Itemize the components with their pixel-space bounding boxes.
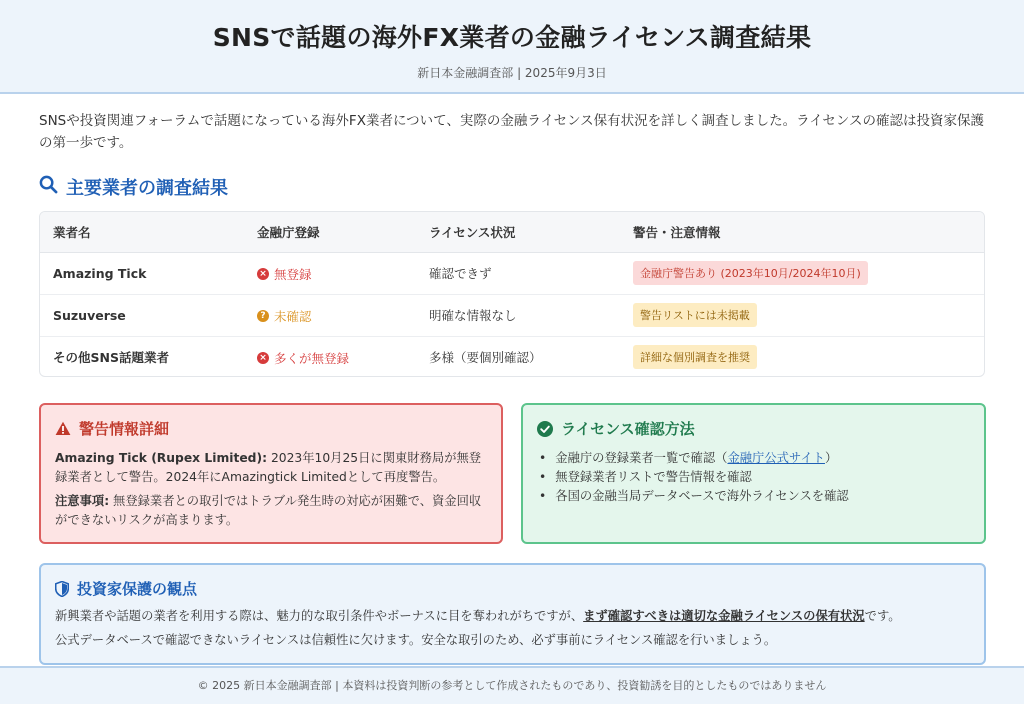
license-status: 多様（要個別確認）	[429, 350, 542, 366]
license-status: 明確な情報なし	[416, 294, 620, 336]
invest-p1-post: です。	[864, 609, 901, 623]
registration-cell	[244, 336, 416, 377]
warning-p2-bold: 注意事項:	[55, 494, 110, 508]
warning-cell	[620, 294, 984, 336]
license-status: 確認できず	[416, 252, 620, 294]
check-heading	[537, 418, 970, 439]
intro-text: SNSや投資関連フォーラムで話題になっている海外FX業者について、実際の金融ライセンス保有状況を詳しく調査しました。ライセンスの確認は投資家保護の第一歩です。	[39, 113, 984, 151]
vendor-name: Amazing Tick	[40, 252, 244, 294]
registration-status: 無登録	[274, 266, 312, 282]
registration-cell	[244, 294, 416, 336]
page-meta: 新日本金融調査部 | 2025年9月3日	[417, 66, 607, 80]
warning-paragraph-2	[55, 492, 487, 530]
fsa-official-site-link[interactable]: 金融庁公式サイト	[727, 451, 825, 465]
warning-triangle-icon	[55, 421, 71, 436]
vendor-name: Suzuverse	[40, 294, 244, 336]
shield-icon	[55, 581, 69, 597]
search-icon	[39, 175, 66, 199]
warning-p1-bold: Amazing Tick (Rupex Limited):	[55, 451, 268, 465]
check-list	[537, 449, 970, 506]
invest-p1-pre: 新興業者や話題の業者を利用する際は、魅力的な取引条件やボーナスに目を奪われがちですが、	[55, 609, 584, 623]
check-item-1-pre: 金融庁の登録業者一覧で確認（	[555, 451, 728, 465]
page-title: SNSで話題の海外FX業者の金融ライセンス調査結果	[212, 23, 812, 52]
section-title: 主要業者の調査結果	[66, 178, 228, 199]
warning-p1-text: 2023年10月25日に関東財務局が無登録業者として警告。2024年にAmazingtick Limitedとして再度警告。	[55, 451, 482, 484]
invest-p1-emphasis: まず確認すべきは適切な金融ライセンスの保有状況	[583, 609, 865, 623]
registration-status: 多くが無登録	[274, 350, 350, 366]
page-header	[0, 0, 1024, 94]
invest-heading	[55, 578, 970, 599]
check-circle-icon	[537, 421, 553, 437]
col-header-warning: 警告・注意情報	[620, 212, 984, 252]
table-row	[40, 294, 984, 336]
results-table	[39, 211, 985, 377]
check-item-1	[537, 449, 970, 468]
warning-panel	[39, 403, 503, 544]
table-header-row	[40, 212, 984, 252]
warning-cell	[620, 252, 984, 294]
status-icon: ?	[257, 310, 269, 322]
table-row	[40, 336, 984, 377]
table-row	[40, 252, 984, 294]
investor-protection-panel	[39, 563, 986, 665]
check-item-1-post: ）	[824, 451, 838, 465]
registration-cell	[244, 252, 416, 294]
warning-badge: 金融庁警告あり (2023年10月/2024年10月)	[633, 261, 868, 285]
section-heading	[39, 174, 228, 200]
check-item-3: • 各国の金融当局データベースで海外ライセンスを確認	[537, 487, 970, 506]
warning-heading	[55, 418, 487, 439]
col-header-registration: 金融庁登録	[244, 212, 416, 252]
invest-paragraph-1	[55, 607, 970, 626]
status-icon: ×	[257, 268, 269, 280]
status-icon: ×	[257, 352, 269, 364]
warning-badge: 詳細な個別調査を推奨	[633, 345, 757, 369]
warning-badge: 警告リストには未掲載	[633, 303, 757, 327]
warning-paragraph-1	[55, 449, 487, 487]
license-check-panel	[521, 403, 986, 544]
check-title: ライセンス確認方法	[561, 420, 695, 438]
warning-p2-text: 無登録業者との取引ではトラブル発生時の対応が困難で、資金回収ができないリスクが高まります。	[55, 494, 482, 527]
check-item-2: • 無登録業者リストで警告情報を確認	[537, 468, 970, 487]
page-footer: © 2025 新日本金融調査部 | 本資料は投資判断の参考として作成されたものであり、投資勧誘を目的としたものではありません	[0, 666, 1024, 704]
warning-cell	[620, 336, 984, 377]
warning-title: 警告情報詳細	[79, 420, 170, 438]
registration-status: 未確認	[274, 308, 312, 324]
invest-paragraph-2: 公式データベースで確認できないライセンスは信頼性に欠けます。安全な取引のため、必ず事前にライセンス確認を行いましょう。	[55, 633, 777, 647]
col-header-license: ライセンス状況	[416, 212, 620, 252]
invest-title: 投資家保護の観点	[77, 580, 198, 598]
col-header-name: 業者名	[40, 212, 244, 252]
vendor-name: その他SNS話題業者	[53, 350, 169, 366]
